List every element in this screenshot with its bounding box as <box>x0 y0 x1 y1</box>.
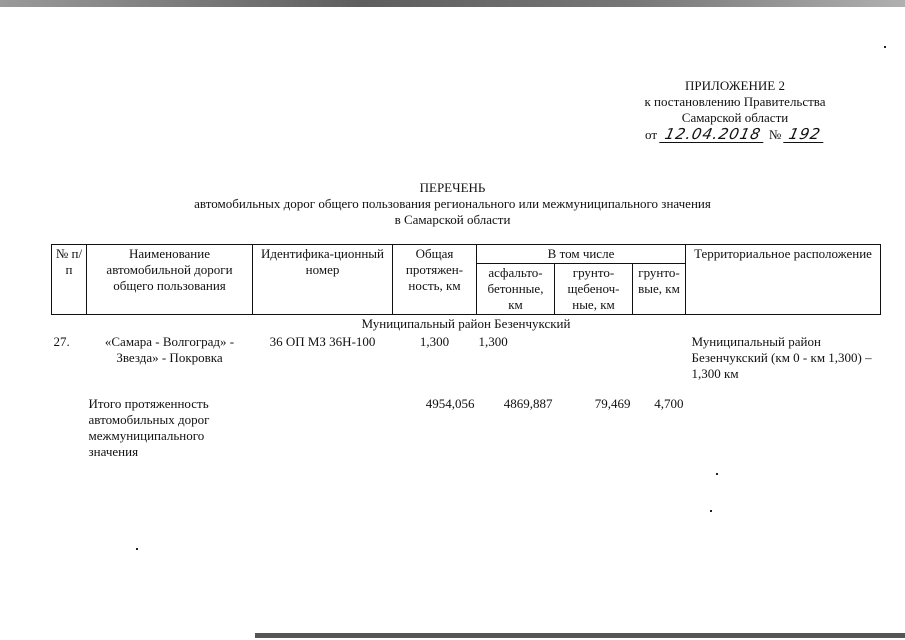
row-total: 1,300 <box>419 334 450 349</box>
date-prefix: от <box>645 127 658 142</box>
total-row <box>52 395 881 461</box>
appendix-line2: Самарской области <box>681 110 789 125</box>
document-title: ПЕРЕЧЕНЬ <box>419 180 486 195</box>
header-gravel: грунто-щебеноч-ные, км <box>555 264 633 315</box>
row-name: «Самара - Волгоград» - Звезда» - Покровка <box>104 334 235 365</box>
scan-edge-top <box>0 0 905 7</box>
row-asphalt: 1,300 <box>478 334 508 349</box>
document-subtitle-line1: автомобильных дорог общего пользования регионального или межмуниципального значения <box>194 196 711 211</box>
handwritten-date: 12.04.2018 <box>659 126 767 143</box>
appendix-date-line <box>615 126 855 143</box>
row-location: Муниципальный район Безенчукский (км 0 - км 1,300) – 1,300 км <box>691 334 872 381</box>
total-dirt: 4,700 <box>654 396 684 411</box>
scan-speck <box>136 548 138 550</box>
total-asphalt: 4869,887 <box>503 396 553 411</box>
handwritten-number: 192 <box>784 126 827 143</box>
number-prefix: № <box>768 127 782 142</box>
total-gravel: 79,469 <box>594 396 631 411</box>
document-subtitle-line2: в Самарской области <box>394 212 511 227</box>
header-name: Наименование автомобильной дороги общего пользования <box>87 245 253 315</box>
document-title-block <box>0 180 905 228</box>
header-including: В том числе <box>477 245 686 264</box>
total-value: 4954,056 <box>425 396 475 411</box>
total-label: Итого протяженность автомобильных дорог межмуниципального значения <box>88 396 210 459</box>
row-gravel <box>555 333 633 383</box>
row-id: 36 ОП МЗ 36Н-100 <box>269 334 376 349</box>
section-row <box>52 315 881 334</box>
header-total: Общая протяжен-ность, км <box>393 245 477 315</box>
header-asphalt: асфальто-бетонные, км <box>477 264 555 315</box>
spacer-row <box>52 383 881 395</box>
scan-speck <box>710 510 712 512</box>
row-num: 27. <box>53 334 70 349</box>
scan-edge-bottom <box>255 633 905 638</box>
section-title: Муниципальный район Безенчукский <box>361 316 571 331</box>
header-num: № п/п <box>52 245 87 315</box>
roads-table <box>51 244 881 461</box>
header-dirt: грунто-вые, км <box>633 264 686 315</box>
row-dirt <box>633 333 686 383</box>
header-id: Идентифика-ционный номер <box>253 245 393 315</box>
appendix-block <box>615 78 855 143</box>
table-header-row <box>52 245 881 264</box>
appendix-title: ПРИЛОЖЕНИЕ 2 <box>685 78 785 93</box>
header-location: Территориальное расположение <box>686 245 881 315</box>
scan-speck <box>884 46 886 48</box>
scan-speck <box>716 473 718 475</box>
table-row <box>52 333 881 383</box>
appendix-line1: к постановлению Правительства <box>644 94 826 109</box>
